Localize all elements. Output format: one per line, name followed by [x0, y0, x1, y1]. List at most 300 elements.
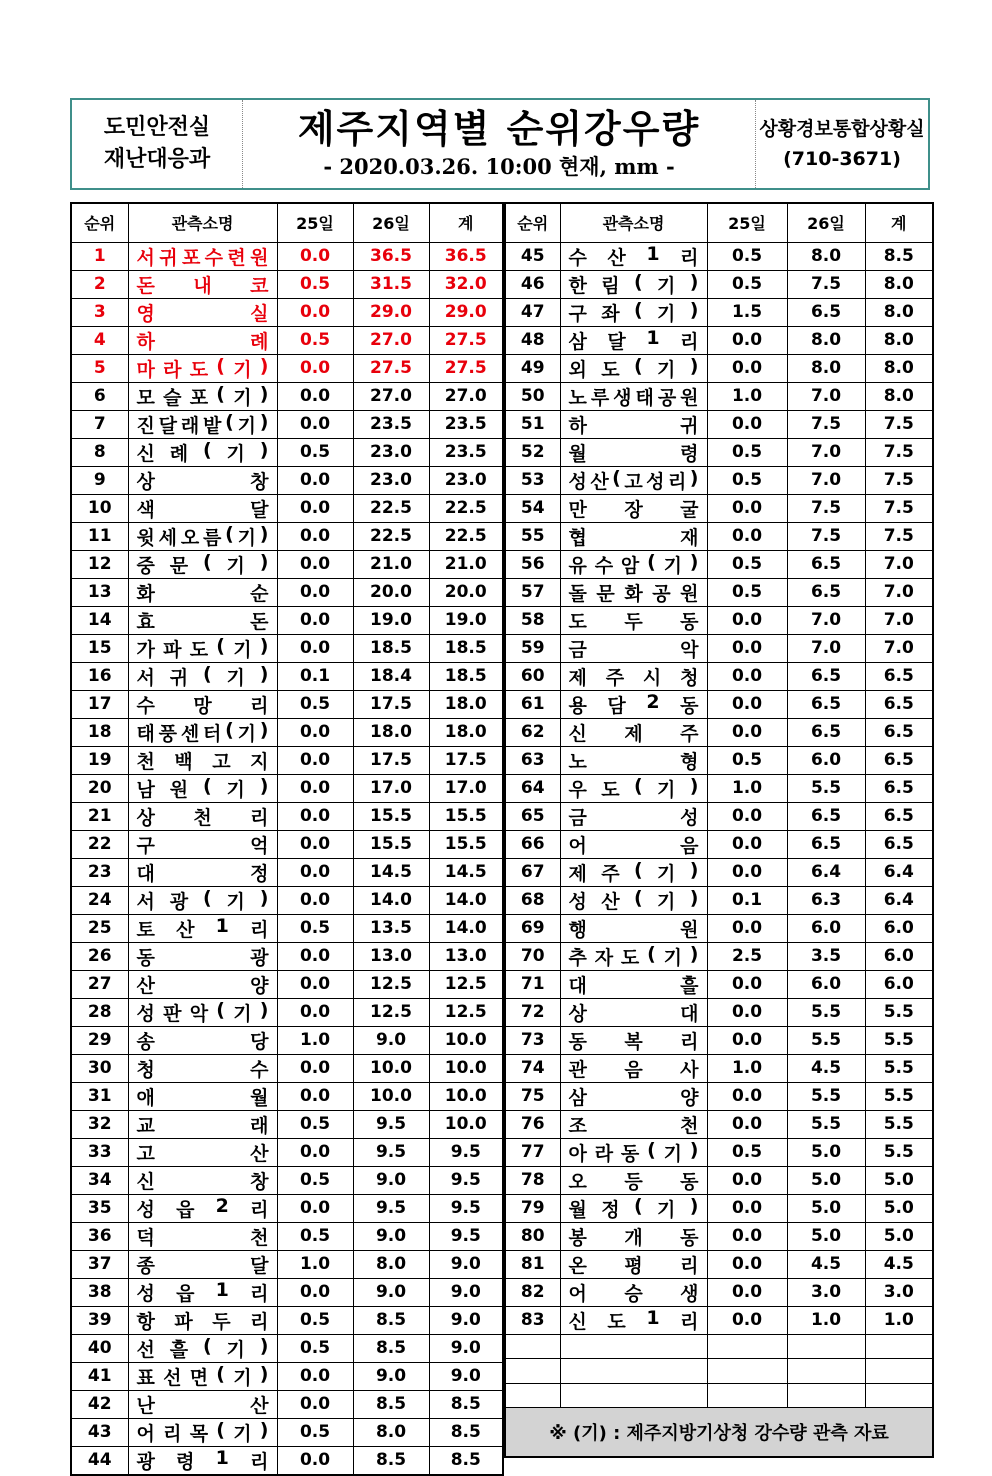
total-cell: 5.0 — [865, 1222, 933, 1250]
table-row — [71, 1278, 503, 1306]
station-name-cell — [128, 1082, 277, 1110]
col-total: 계 — [865, 203, 933, 242]
station-name-cell — [128, 886, 277, 914]
day26-cell: 6.5 — [787, 550, 865, 578]
station-name: 조 천 — [568, 1114, 699, 1137]
rank-cell: 41 — [71, 1362, 128, 1390]
day25-cell: 0.0 — [707, 1166, 787, 1194]
station-name-cell — [560, 1110, 707, 1138]
station-name-cell — [128, 914, 277, 942]
total-cell: 7.0 — [865, 634, 933, 662]
station-name-cell — [560, 802, 707, 830]
day26-cell: 8.5 — [353, 1306, 429, 1334]
day25-cell: 0.5 — [277, 270, 353, 298]
rank-cell: 83 — [505, 1306, 560, 1334]
table-row — [71, 326, 503, 354]
total-cell: 18.0 — [429, 690, 503, 718]
station-name: 교 래 — [136, 1114, 269, 1137]
col-rank: 순위 — [505, 203, 560, 242]
station-name: 행 원 — [568, 918, 699, 941]
empty-row — [505, 1334, 933, 1359]
total-cell: 12.5 — [429, 998, 503, 1026]
station-name-cell — [560, 746, 707, 774]
day25-cell: 0.0 — [277, 802, 353, 830]
day26-cell: 5.5 — [787, 1026, 865, 1054]
day26-cell: 7.0 — [787, 466, 865, 494]
day26-cell: 27.0 — [353, 382, 429, 410]
station-name: 송 당 — [136, 1030, 269, 1053]
table-row — [505, 718, 933, 746]
table-row — [71, 746, 503, 774]
rank-cell: 43 — [71, 1418, 128, 1446]
rank-cell: 65 — [505, 802, 560, 830]
station-name-cell — [128, 410, 277, 438]
day25-cell: 0.0 — [707, 494, 787, 522]
station-name-cell — [128, 1390, 277, 1418]
rank-cell: 81 — [505, 1250, 560, 1278]
station-name: 상 대 — [568, 1002, 699, 1025]
total-cell: 7.0 — [865, 606, 933, 634]
table-header-row — [71, 203, 503, 242]
table-row — [71, 802, 503, 830]
station-name: 영 실 — [136, 302, 269, 325]
station-name: 구 좌 ( 기 ) — [568, 298, 699, 325]
day26-cell: 23.0 — [353, 438, 429, 466]
day25-cell: 0.0 — [277, 410, 353, 438]
station-name-cell — [560, 690, 707, 718]
day25-cell: 1.0 — [277, 1026, 353, 1054]
day25-cell: 0.0 — [707, 914, 787, 942]
day25-cell: 0.5 — [277, 1418, 353, 1446]
table-row — [71, 914, 503, 942]
station-name: 돈 내 코 — [136, 274, 269, 297]
station-name-cell — [128, 326, 277, 354]
station-name-cell — [128, 382, 277, 410]
station-name-cell — [128, 718, 277, 746]
rank-cell: 16 — [71, 662, 128, 690]
day25-cell: 0.0 — [707, 998, 787, 1026]
day26-cell: 7.0 — [787, 634, 865, 662]
rank-cell: 69 — [505, 914, 560, 942]
col-day25: 25일 — [277, 203, 353, 242]
day26-cell: 7.0 — [787, 382, 865, 410]
day26-cell: 6.0 — [787, 970, 865, 998]
rank-cell: 44 — [71, 1446, 128, 1475]
day25-cell: 0.0 — [277, 298, 353, 326]
station-name-cell — [560, 830, 707, 858]
station-name: 윗 세 오 름 ( 기 ) — [136, 522, 269, 549]
day25-cell: 0.0 — [277, 578, 353, 606]
table-row — [71, 1082, 503, 1110]
total-cell: 10.0 — [429, 1026, 503, 1054]
rank-cell: 74 — [505, 1054, 560, 1082]
day26-cell: 6.0 — [787, 746, 865, 774]
empty-cell — [787, 1383, 865, 1408]
total-cell: 4.5 — [865, 1250, 933, 1278]
rank-cell: 80 — [505, 1222, 560, 1250]
day25-cell: 0.5 — [277, 1306, 353, 1334]
rank-cell: 29 — [71, 1026, 128, 1054]
station-name: 어 음 — [568, 834, 699, 857]
day25-cell: 1.0 — [707, 774, 787, 802]
station-name: 항 파 두 리 — [136, 1310, 269, 1333]
rank-cell: 47 — [505, 298, 560, 326]
day25-cell: 1.0 — [707, 1054, 787, 1082]
station-name-cell — [560, 662, 707, 690]
station-name-cell — [560, 382, 707, 410]
station-name-cell — [128, 1250, 277, 1278]
rank-cell: 18 — [71, 718, 128, 746]
day25-cell: 0.1 — [277, 662, 353, 690]
station-name-cell — [128, 1166, 277, 1194]
table-row — [71, 1194, 503, 1222]
rank-cell: 30 — [71, 1054, 128, 1082]
day26-cell: 6.5 — [787, 802, 865, 830]
total-cell: 9.5 — [429, 1138, 503, 1166]
station-name: 하 례 — [136, 330, 269, 353]
day26-cell: 5.0 — [787, 1194, 865, 1222]
day25-cell: 0.5 — [707, 466, 787, 494]
table-row — [505, 970, 933, 998]
day26-cell: 17.5 — [353, 746, 429, 774]
station-name-cell — [128, 1306, 277, 1334]
day25-cell: 0.0 — [277, 1446, 353, 1475]
station-name-cell — [560, 522, 707, 550]
day26-cell: 10.0 — [353, 1054, 429, 1082]
total-cell: 5.0 — [865, 1166, 933, 1194]
table-row — [71, 242, 503, 270]
total-cell: 5.5 — [865, 1138, 933, 1166]
rank-cell: 34 — [71, 1166, 128, 1194]
day25-cell: 0.0 — [277, 746, 353, 774]
day26-cell: 12.5 — [353, 970, 429, 998]
total-cell: 22.5 — [429, 522, 503, 550]
table-row — [71, 1026, 503, 1054]
day26-cell: 15.5 — [353, 802, 429, 830]
station-name-cell — [560, 550, 707, 578]
day26-cell: 27.5 — [353, 354, 429, 382]
station-name: 협 재 — [568, 526, 699, 549]
station-name-cell — [128, 1054, 277, 1082]
total-cell: 6.5 — [865, 718, 933, 746]
rank-cell: 1 — [71, 242, 128, 270]
rank-cell: 11 — [71, 522, 128, 550]
table-row — [505, 690, 933, 718]
station-name-cell — [560, 1194, 707, 1222]
total-cell: 10.0 — [429, 1054, 503, 1082]
rank-cell: 15 — [71, 634, 128, 662]
col-day26: 26일 — [787, 203, 865, 242]
empty-cell — [787, 1359, 865, 1384]
station-name: 삼 달 1 리 — [568, 326, 699, 353]
day25-cell: 0.5 — [277, 914, 353, 942]
day26-cell: 7.5 — [787, 522, 865, 550]
empty-cell — [707, 1383, 787, 1408]
total-cell: 7.5 — [865, 522, 933, 550]
empty-cell — [707, 1334, 787, 1359]
station-name: 신 창 — [136, 1170, 269, 1193]
table-row — [505, 1250, 933, 1278]
total-cell: 8.5 — [429, 1390, 503, 1418]
station-name-cell — [560, 1054, 707, 1082]
day25-cell: 0.0 — [277, 550, 353, 578]
station-name: 성 산 ( 고 성 리 ) — [568, 466, 699, 493]
day26-cell: 4.5 — [787, 1250, 865, 1278]
total-cell: 18.5 — [429, 634, 503, 662]
day25-cell: 2.5 — [707, 942, 787, 970]
table-row — [505, 634, 933, 662]
station-name-cell — [560, 354, 707, 382]
day25-cell: 0.5 — [707, 270, 787, 298]
day25-cell: 0.0 — [707, 1306, 787, 1334]
empty-cell — [787, 1334, 865, 1359]
rank-cell: 48 — [505, 326, 560, 354]
rank-cell: 66 — [505, 830, 560, 858]
table-row — [71, 466, 503, 494]
rank-cell: 58 — [505, 606, 560, 634]
total-cell: 18.5 — [429, 662, 503, 690]
day25-cell: 0.0 — [707, 1194, 787, 1222]
station-name-cell — [560, 438, 707, 466]
table-row — [505, 858, 933, 886]
rank-cell: 49 — [505, 354, 560, 382]
table-row — [71, 1334, 503, 1362]
total-cell: 22.5 — [429, 494, 503, 522]
total-cell: 7.5 — [865, 438, 933, 466]
day26-cell: 4.5 — [787, 1054, 865, 1082]
empty-cell — [865, 1383, 933, 1408]
station-name-cell — [560, 1138, 707, 1166]
day25-cell: 0.5 — [277, 326, 353, 354]
day26-cell: 6.0 — [787, 914, 865, 942]
station-name-cell — [128, 494, 277, 522]
rank-cell: 24 — [71, 886, 128, 914]
total-cell: 36.5 — [429, 242, 503, 270]
day26-cell: 12.5 — [353, 998, 429, 1026]
total-cell: 23.5 — [429, 438, 503, 466]
station-name-cell — [128, 802, 277, 830]
day25-cell: 0.0 — [707, 858, 787, 886]
rank-cell: 23 — [71, 858, 128, 886]
day25-cell: 0.5 — [707, 578, 787, 606]
day25-cell: 0.0 — [707, 1250, 787, 1278]
table-row — [505, 410, 933, 438]
day25-cell: 0.0 — [277, 1278, 353, 1306]
table-row — [505, 354, 933, 382]
table-row — [71, 1418, 503, 1446]
total-cell: 6.0 — [865, 970, 933, 998]
table-row — [505, 1194, 933, 1222]
rank-cell: 59 — [505, 634, 560, 662]
day25-cell: 0.0 — [277, 1390, 353, 1418]
day25-cell: 0.0 — [277, 718, 353, 746]
station-name-cell — [560, 1306, 707, 1334]
rank-cell: 31 — [71, 1082, 128, 1110]
station-name: 태 풍 센 터 ( 기 ) — [136, 718, 269, 745]
rank-cell: 10 — [71, 494, 128, 522]
station-name-cell — [128, 1194, 277, 1222]
table-row — [505, 382, 933, 410]
day26-cell: 6.5 — [787, 690, 865, 718]
station-name-cell — [128, 298, 277, 326]
table-row — [71, 410, 503, 438]
station-name-cell — [560, 970, 707, 998]
total-cell: 18.0 — [429, 718, 503, 746]
total-cell: 5.5 — [865, 1054, 933, 1082]
rank-cell: 53 — [505, 466, 560, 494]
station-name-cell — [560, 718, 707, 746]
station-name-cell — [560, 578, 707, 606]
contact-office: 상황경보통합상황실 — [759, 118, 925, 140]
station-name-cell — [560, 634, 707, 662]
rank-cell: 76 — [505, 1110, 560, 1138]
rank-cell: 2 — [71, 270, 128, 298]
table-row — [71, 494, 503, 522]
station-name: 용 담 2 동 — [568, 690, 699, 717]
station-name: 대 흘 — [568, 974, 699, 997]
total-cell: 6.5 — [865, 802, 933, 830]
rank-cell: 46 — [505, 270, 560, 298]
station-name-cell — [128, 1222, 277, 1250]
total-cell: 8.0 — [865, 326, 933, 354]
total-cell: 6.5 — [865, 662, 933, 690]
day25-cell: 0.0 — [707, 522, 787, 550]
station-name: 신 도 1 리 — [568, 1306, 699, 1333]
station-name: 청 수 — [136, 1058, 269, 1081]
total-cell: 8.5 — [429, 1446, 503, 1475]
rank-cell: 17 — [71, 690, 128, 718]
station-name: 성 산 ( 기 ) — [568, 886, 699, 913]
empty-cell — [707, 1359, 787, 1384]
station-name: 동 복 리 — [568, 1030, 699, 1053]
total-cell: 7.5 — [865, 494, 933, 522]
station-name-cell — [128, 550, 277, 578]
rank-cell: 75 — [505, 1082, 560, 1110]
rank-cell: 70 — [505, 942, 560, 970]
station-name-cell — [128, 970, 277, 998]
title-block — [243, 100, 756, 188]
station-name: 색 달 — [136, 498, 269, 521]
station-name-cell — [560, 326, 707, 354]
empty-cell — [865, 1334, 933, 1359]
total-cell: 9.0 — [429, 1278, 503, 1306]
total-cell: 9.5 — [429, 1222, 503, 1250]
rank-cell: 38 — [71, 1278, 128, 1306]
station-name: 가 파 도 ( 기 ) — [136, 634, 269, 661]
table-row — [71, 1110, 503, 1138]
day26-cell: 23.0 — [353, 466, 429, 494]
rank-cell: 4 — [71, 326, 128, 354]
table-row — [505, 1306, 933, 1334]
station-name-cell — [560, 466, 707, 494]
table-row — [71, 1222, 503, 1250]
day25-cell: 0.0 — [707, 326, 787, 354]
station-name: 남 원 ( 기 ) — [136, 774, 269, 801]
total-cell: 8.5 — [429, 1418, 503, 1446]
total-cell: 9.0 — [429, 1362, 503, 1390]
day25-cell: 0.0 — [277, 634, 353, 662]
day26-cell: 7.5 — [787, 410, 865, 438]
rank-cell: 27 — [71, 970, 128, 998]
table-row — [505, 998, 933, 1026]
day25-cell: 0.0 — [707, 354, 787, 382]
empty-cell — [505, 1383, 560, 1408]
rank-cell: 52 — [505, 438, 560, 466]
station-name-cell — [128, 942, 277, 970]
table-row — [505, 606, 933, 634]
station-name: 중 문 ( 기 ) — [136, 550, 269, 577]
station-name: 아 라 동 ( 기 ) — [568, 1138, 699, 1165]
day25-cell: 0.1 — [707, 886, 787, 914]
station-name: 외 도 ( 기 ) — [568, 354, 699, 381]
table-row — [71, 522, 503, 550]
station-name-cell — [560, 1250, 707, 1278]
day25-cell: 0.0 — [277, 1082, 353, 1110]
day25-cell: 0.0 — [707, 634, 787, 662]
day26-cell: 14.5 — [353, 858, 429, 886]
rank-cell: 72 — [505, 998, 560, 1026]
day25-cell: 0.0 — [707, 410, 787, 438]
col-station: 관측소명 — [128, 203, 277, 242]
total-cell: 17.5 — [429, 746, 503, 774]
day26-cell: 27.0 — [353, 326, 429, 354]
day25-cell: 0.0 — [277, 942, 353, 970]
station-name: 추 자 도 ( 기 ) — [568, 942, 699, 969]
total-cell: 9.5 — [429, 1166, 503, 1194]
day25-cell: 0.0 — [277, 494, 353, 522]
day25-cell: 0.0 — [277, 970, 353, 998]
table-row — [505, 298, 933, 326]
station-name: 노 형 — [568, 750, 699, 773]
station-name: 모 슬 포 ( 기 ) — [136, 382, 269, 409]
day25-cell: 0.5 — [707, 1138, 787, 1166]
station-name-cell — [128, 1418, 277, 1446]
station-name: 마 라 도 ( 기 ) — [136, 354, 269, 381]
table-row — [505, 746, 933, 774]
total-cell: 6.5 — [865, 830, 933, 858]
station-name: 천 백 고 지 — [136, 750, 269, 773]
total-cell: 10.0 — [429, 1110, 503, 1138]
total-cell: 27.5 — [429, 326, 503, 354]
station-name: 돌 문 화 공 원 — [568, 582, 699, 605]
day25-cell: 0.5 — [277, 1166, 353, 1194]
total-cell: 12.5 — [429, 970, 503, 998]
station-name: 어 승 생 — [568, 1282, 699, 1305]
day26-cell: 8.5 — [353, 1390, 429, 1418]
day25-cell: 0.0 — [707, 718, 787, 746]
day25-cell: 0.0 — [707, 1110, 787, 1138]
station-name-cell — [128, 270, 277, 298]
table-row — [71, 662, 503, 690]
note-row — [505, 1408, 933, 1457]
station-name: 월 령 — [568, 442, 699, 465]
station-name-cell — [128, 438, 277, 466]
total-cell: 27.5 — [429, 354, 503, 382]
table-row — [71, 550, 503, 578]
table-row — [71, 690, 503, 718]
table-row — [71, 1362, 503, 1390]
station-name-cell — [128, 998, 277, 1026]
source-note: ※ (기) : 제주지방기상청 강수량 관측 자료 — [505, 1408, 933, 1457]
col-day25: 25일 — [707, 203, 787, 242]
station-name: 금 악 — [568, 638, 699, 661]
table-row — [71, 354, 503, 382]
day26-cell: 9.0 — [353, 1222, 429, 1250]
table-row — [71, 578, 503, 606]
total-cell: 7.5 — [865, 466, 933, 494]
day26-cell: 22.5 — [353, 522, 429, 550]
rank-cell: 67 — [505, 858, 560, 886]
